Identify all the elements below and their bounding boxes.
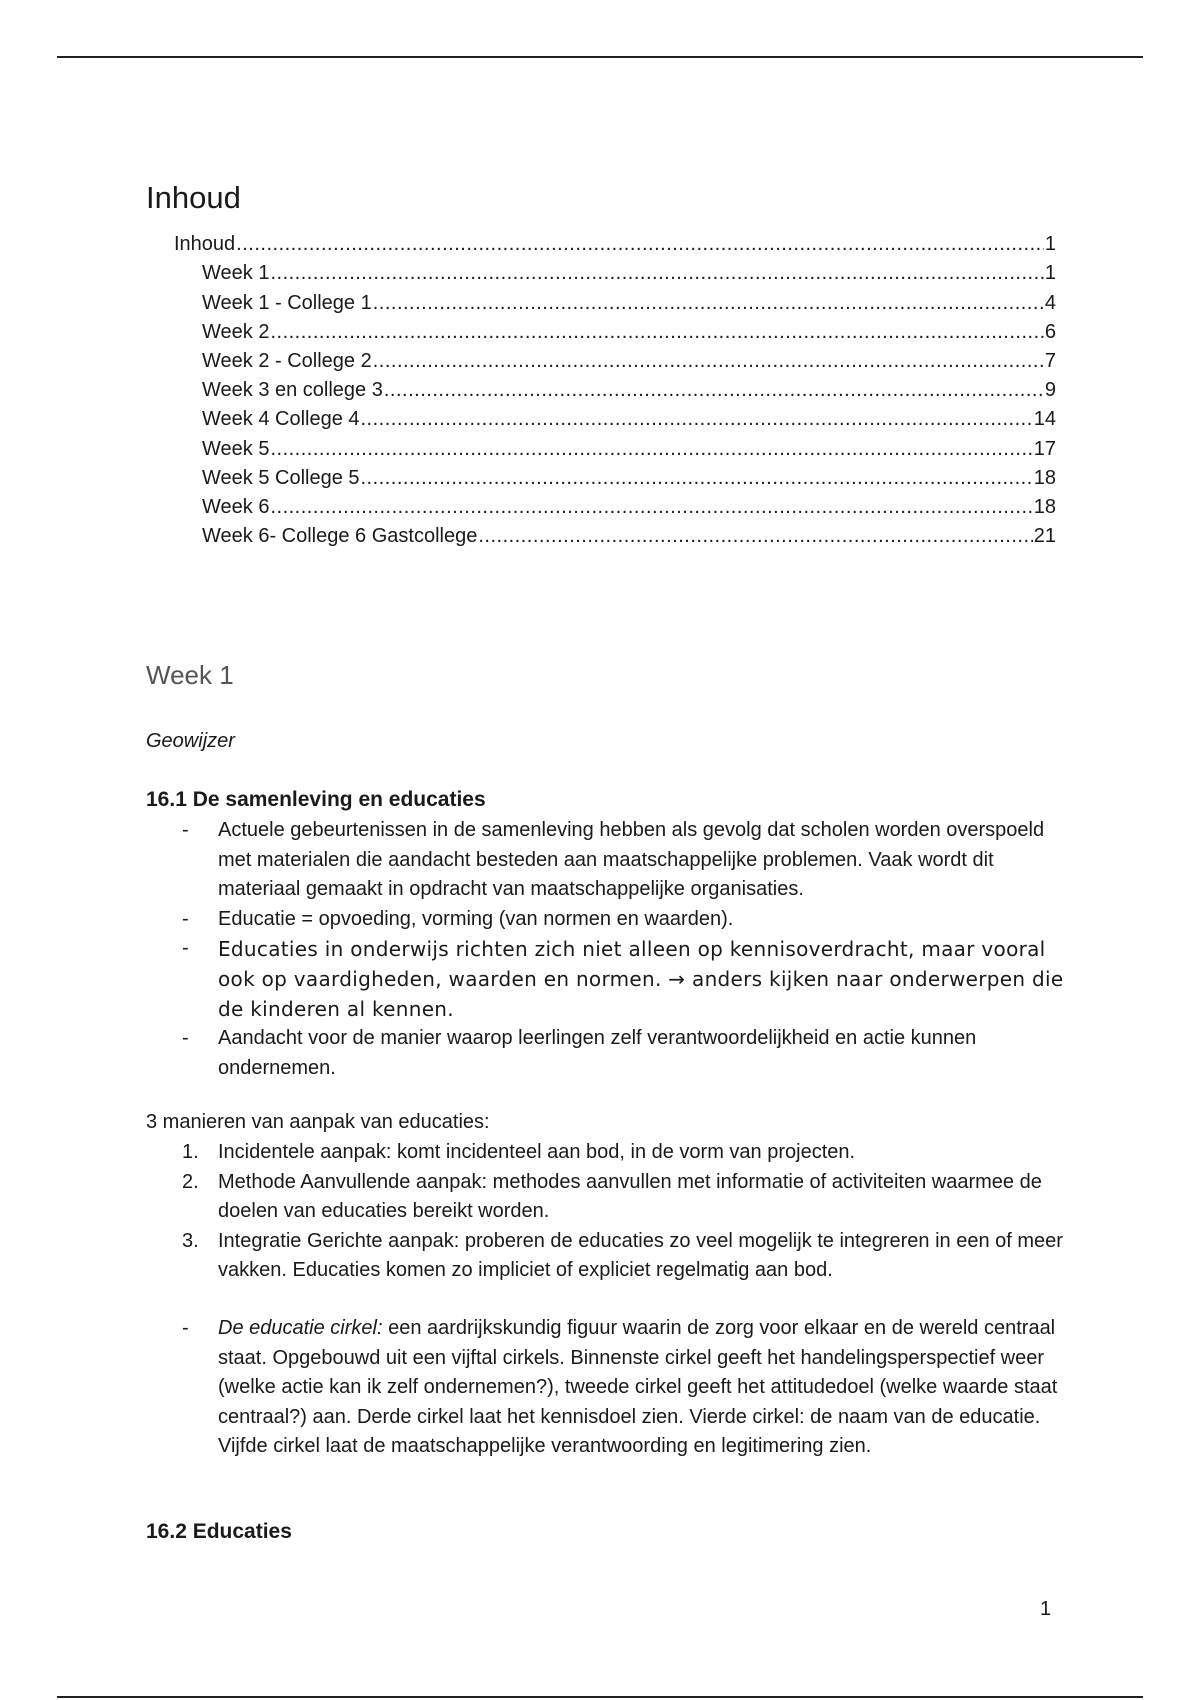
toc-entry-title: Week 3 en college 3 xyxy=(202,379,383,402)
toc-entry[interactable] xyxy=(174,259,1056,288)
toc-leader xyxy=(270,259,1043,288)
bullet-marker: - xyxy=(182,1317,189,1339)
list-item-text: Educatie = opvoeding, vorming (van normen en waarden). xyxy=(218,907,734,930)
toc-leader xyxy=(361,405,1033,434)
source-subtitle: Geowijzer xyxy=(146,730,235,752)
list-number: 1. xyxy=(182,1141,199,1163)
toc-heading: Inhoud xyxy=(146,180,241,215)
list-item xyxy=(146,1168,1066,1227)
toc-entry-page: 21 xyxy=(1033,525,1056,548)
toc-entry-title: Week 6 xyxy=(202,495,270,518)
toc-entry[interactable] xyxy=(174,376,1056,405)
toc-leader xyxy=(270,493,1032,522)
term: De educatie cirkel: xyxy=(218,1317,383,1339)
list-item-text: Educaties in onderwijs richten zich niet alleen op kennisoverdracht, maar vooral ook op vaardigheden, waarden en normen. → anders kijken naar onderwerpen die de kinderen al kennen. xyxy=(218,937,1064,1021)
toc-entry[interactable] xyxy=(174,347,1056,376)
list-number: 3. xyxy=(182,1229,199,1252)
toc-entry[interactable] xyxy=(174,464,1056,493)
footer-rule xyxy=(57,1696,1143,1698)
toc-entry[interactable] xyxy=(174,434,1056,463)
toc-entry-title: Week 2 xyxy=(202,320,270,343)
list-item-text: Actuele gebeurtenissen in de samenleving hebben als gevolg dat scholen worden overspoeld met materialen die aandacht besteden aan maatschappelijke problemen. Vaak wordt dit materiaal gemaakt in opdracht van maatschappelijke organisaties. xyxy=(218,819,1045,900)
list-item-text: Methode Aanvullende aanpak: methodes aanvullen met informatie of activiteiten waarmee de doelen van educaties bereikt worden. xyxy=(218,1170,1042,1222)
toc-leader xyxy=(373,347,1044,376)
list-item xyxy=(146,1314,1066,1462)
list-item-text: Incidentele aanpak: komt incidenteel aan bod, in de vorm van projecten. xyxy=(218,1141,856,1163)
toc-entry[interactable] xyxy=(174,522,1056,551)
toc-entry-title: Week 5 College 5 xyxy=(202,466,360,489)
toc-leader xyxy=(236,230,1044,259)
week-heading: Week 1 xyxy=(146,660,234,690)
toc-entry-page: 7 xyxy=(1044,349,1056,372)
toc-entry-title: Week 1 xyxy=(202,262,270,285)
list-number: 2. xyxy=(182,1170,199,1193)
toc-entry[interactable] xyxy=(174,493,1056,522)
toc-entry[interactable] xyxy=(174,318,1056,347)
list-item xyxy=(146,1024,1066,1083)
toc-entry-page: 14 xyxy=(1033,408,1056,431)
definition: een aardrijkskundig figuur waarin de zorg voor elkaar en de wereld centraal staat. Opgebouwd uit een vijftal cirkels. Binnenste cirkel geeft het handelingsperspectief weer (welke actie kan ik zelf ondernemen?), tweede cirkel geeft het attitudedoel (welke waarde staat centraal?) aan. Derde cirkel laat het kennisdoel zien. Vierde cirkel: de naam van de educatie. Vijfde cirkel laat de maatschappelijke verantwoording en legitimering zien. xyxy=(218,1317,1058,1457)
toc-entry-page: 9 xyxy=(1044,379,1056,402)
toc-entry[interactable] xyxy=(174,230,1056,259)
toc-entry[interactable] xyxy=(174,288,1056,317)
toc-leader xyxy=(478,522,1032,551)
list-item xyxy=(146,1138,1066,1168)
bullet-marker: - xyxy=(182,1027,189,1049)
list-item xyxy=(146,816,1066,905)
list-item-text: Aandacht voor de manier waarop leerlingen zelf verantwoordelijkheid en actie kunnen ondernemen. xyxy=(218,1027,977,1079)
toc-entry-page: 18 xyxy=(1033,466,1056,489)
toc-entry[interactable] xyxy=(174,405,1056,434)
section-heading: 16.2 Educaties xyxy=(146,1520,292,1543)
bullet-marker: - xyxy=(182,907,189,930)
toc-entry-page: 6 xyxy=(1044,320,1056,343)
bullet-list xyxy=(146,816,1066,1083)
toc-entry-title: Week 6- College 6 Gastcollege xyxy=(202,525,478,548)
page-number: 1 xyxy=(1040,1598,1052,1620)
toc-entry-page: 4 xyxy=(1044,291,1056,314)
toc-entry-title: Inhoud xyxy=(174,233,236,256)
toc-entry-title: Week 5 xyxy=(202,437,270,460)
toc-leader xyxy=(270,318,1043,347)
toc-entry-page: 1 xyxy=(1044,262,1056,285)
list-item xyxy=(146,1227,1066,1286)
toc-leader xyxy=(373,289,1044,318)
toc-leader xyxy=(384,376,1044,405)
list-item xyxy=(146,934,1066,1024)
toc-entry-title: Week 4 College 4 xyxy=(202,408,360,431)
toc-entry-title: Week 2 - College 2 xyxy=(202,349,372,372)
bullet-marker: - xyxy=(182,819,189,841)
toc-entry-title: Week 1 - College 1 xyxy=(202,291,372,314)
toc-entry-page: 1 xyxy=(1044,233,1056,256)
toc-entry-page: 17 xyxy=(1033,437,1056,460)
table-of-contents xyxy=(174,230,1056,551)
header-rule xyxy=(57,56,1143,58)
list-item xyxy=(146,905,1066,935)
circle-bullet xyxy=(146,1314,1066,1462)
numbered-list xyxy=(146,1138,1066,1286)
bullet-marker: - xyxy=(182,937,189,959)
toc-leader xyxy=(361,464,1033,493)
toc-leader xyxy=(270,435,1032,464)
list-item-text xyxy=(218,1314,1066,1462)
list-item-text: Integratie Gerichte aanpak: proberen de educaties zo veel mogelijk te integreren in een of meer vakken. Educaties komen zo impliciet of expliciet regelmatig aan bod. xyxy=(218,1229,1063,1281)
toc-entry-page: 18 xyxy=(1033,495,1056,518)
section-heading: 16.1 De samenleving en educaties xyxy=(146,788,486,811)
approach-intro: 3 manieren van aanpak van educaties: xyxy=(146,1111,490,1133)
